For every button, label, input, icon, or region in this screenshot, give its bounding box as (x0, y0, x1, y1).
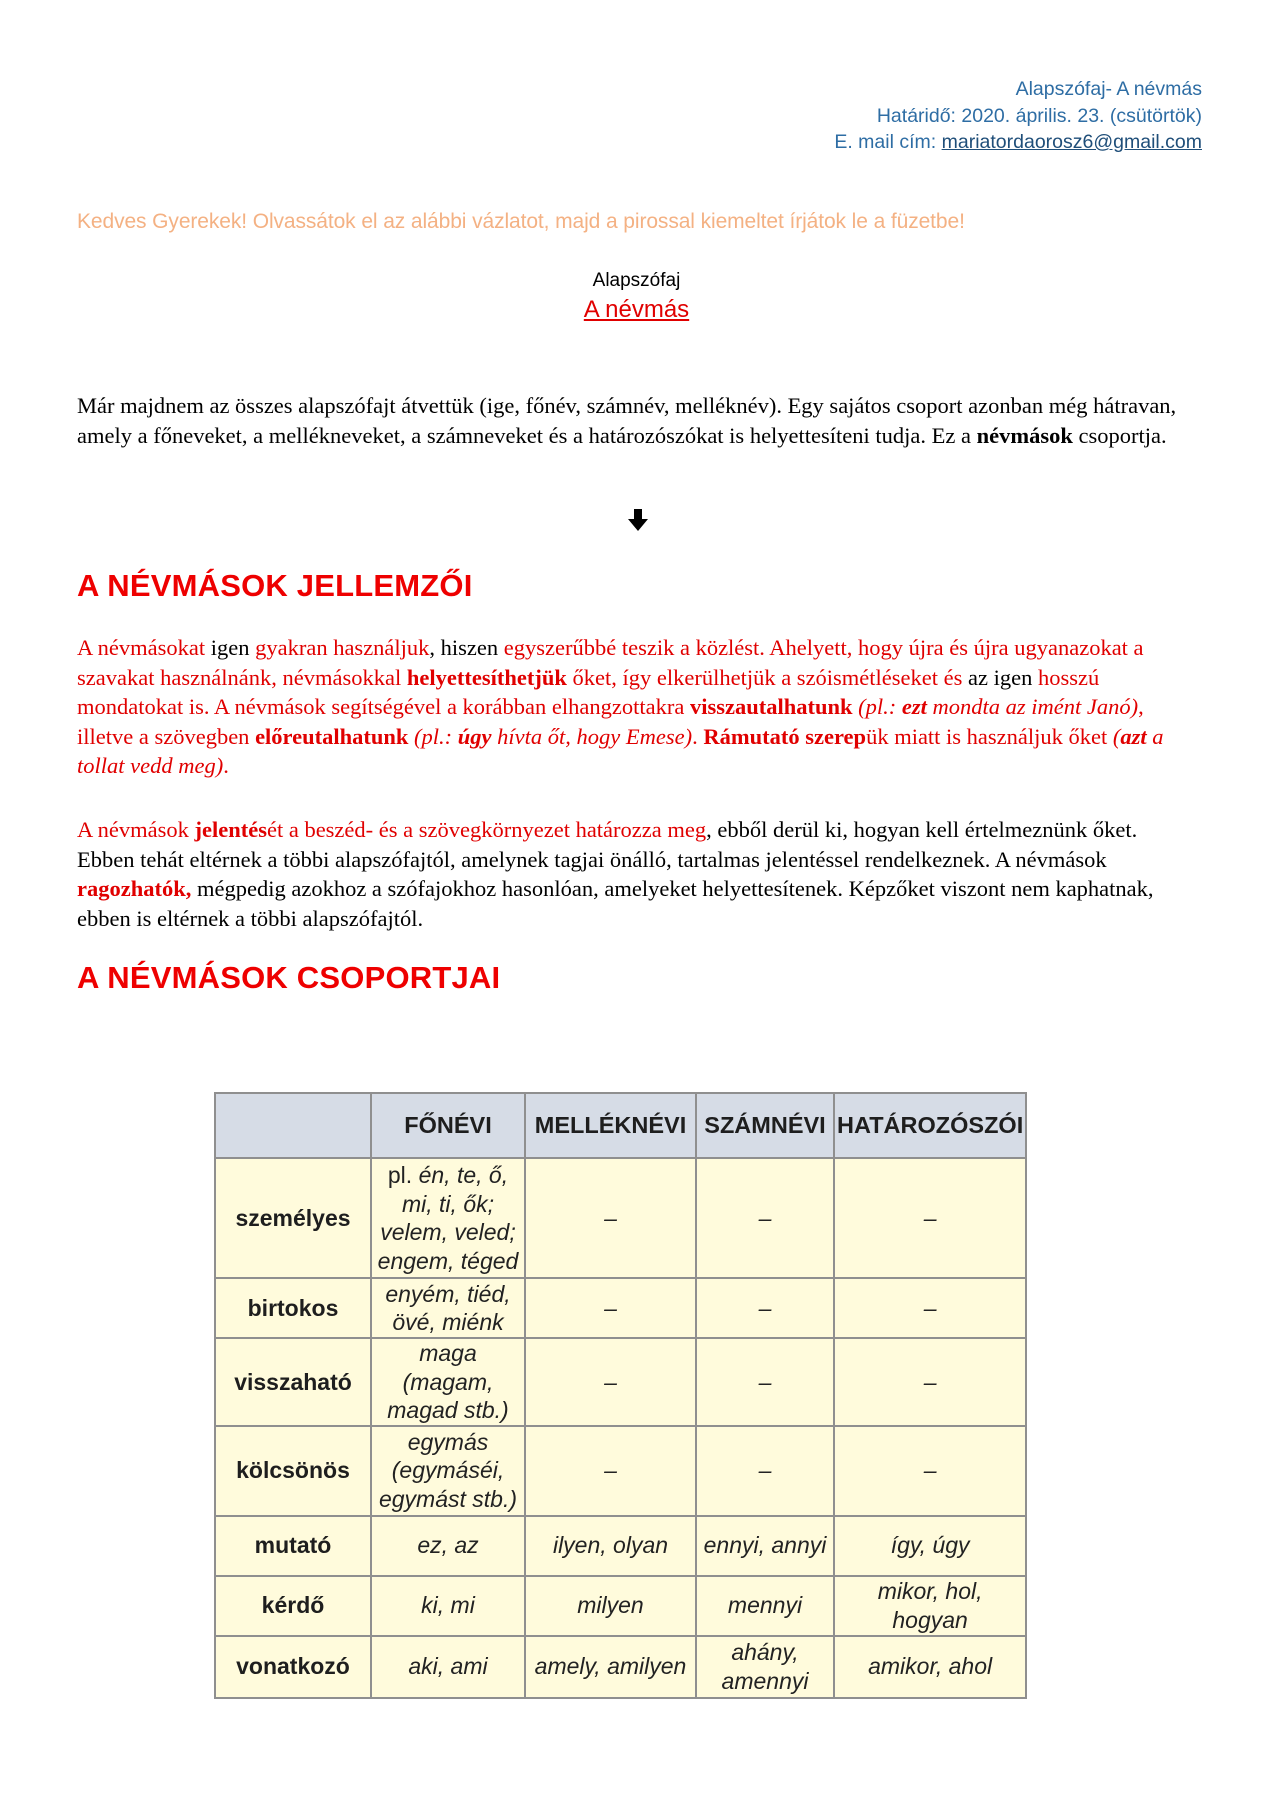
text-run: . (692, 723, 704, 749)
intro-paragraph (77, 391, 1197, 450)
table-row (215, 1278, 1026, 1338)
table-cell: mennyi (696, 1576, 834, 1636)
table-cell: ki, mi (371, 1576, 525, 1636)
pronoun-groups-table (214, 1092, 1027, 1699)
text-run: az igen (962, 664, 1038, 690)
bold-term: helyettesíthetjük (406, 664, 567, 690)
example-pronoun: ezt (901, 694, 927, 719)
bold-term: visszautalhatunk (689, 694, 853, 719)
example-text: a tollat vedd meg) (77, 723, 1164, 778)
text-run: . (223, 753, 229, 778)
header-cell-empty (215, 1093, 371, 1158)
row-label: személyes (215, 1158, 371, 1278)
header-cell-szam: SZÁMNÉVI (696, 1093, 834, 1158)
header-cell-hat: HATÁROZÓSZÓI (834, 1093, 1026, 1158)
table-cell: – (834, 1278, 1026, 1338)
header-cell-mellek: MELLÉKNÉVI (525, 1093, 696, 1158)
table-cell: amely, amilyen (525, 1636, 696, 1698)
section-heading-characteristics: A NÉVMÁSOK JELLEMZŐI (77, 568, 473, 603)
email-label: E. mail cím: (834, 131, 942, 153)
text-run: A névmások (77, 817, 195, 842)
table-cell: maga (magam, magad stb.) (371, 1338, 525, 1426)
text-run: mégpedig azokhoz a szófajokhoz hasonlóan, amelyeket helyettesítenek. Képzőket viszont nem kaphatnak, ebben is eltérnek a többi alapszófajtól. (77, 876, 1154, 931)
table-cell: – (834, 1158, 1026, 1278)
example-text: (pl.: (852, 694, 902, 719)
table-cell: aki, ami (371, 1636, 525, 1698)
table-row (215, 1576, 1026, 1636)
table-cell: amikor, ahol (834, 1636, 1026, 1698)
table-cell: ilyen, olyan (525, 1516, 696, 1576)
text-run: csoportja. (1072, 422, 1167, 448)
bold-term: névmások (976, 422, 1073, 448)
table-cell: – (525, 1158, 696, 1278)
text-run: , hiszen (429, 635, 504, 660)
email-line (834, 129, 1202, 156)
table-cell: – (525, 1338, 696, 1426)
table-cell: – (525, 1278, 696, 1338)
table-cell: – (525, 1426, 696, 1516)
text-run: A névmásokat (77, 635, 206, 660)
characteristics-paragraph (77, 633, 1197, 781)
table-row (215, 1158, 1026, 1278)
text-run: , ebből derül ki, hogyan kell értelmeznünk őket. Ebben tehát eltérnek a többi alapszófajtól, amelynek tagjai önálló, tartalmas jelentéssel rendelkeznek. A névmások (77, 817, 1138, 872)
cell-prefix: pl. (387, 1162, 419, 1188)
table-cell: – (834, 1338, 1026, 1426)
table-row (215, 1516, 1026, 1576)
table-row (215, 1426, 1026, 1516)
intro-instruction: Kedves Gyerekek! Olvassátok el az alábbi vázlatot, majd a pirossal kiemeltet írjátok le a füzetbe! (77, 210, 965, 233)
text-run: gyakran használjuk (255, 635, 430, 660)
row-label: vonatkozó (215, 1636, 371, 1698)
text-run: hosszú mondatokat is. A névmások segítségével a korábban elhangzottakra (77, 664, 1100, 719)
bold-term: előreutalhatunk (255, 723, 409, 749)
row-label: kölcsönös (215, 1426, 371, 1516)
bold-term: Rámutató szerep (703, 723, 867, 749)
table-cell: ahány, amennyi (696, 1636, 834, 1698)
text-run: , illetve a szövegben (77, 694, 1144, 749)
email-link[interactable]: mariatordaorosz6@gmail.com (941, 131, 1202, 153)
table-cell: ennyi, annyi (696, 1516, 834, 1576)
meaning-paragraph (77, 815, 1197, 933)
example-text: hívta őt, hogy Emese) (491, 723, 693, 749)
row-label: visszaható (215, 1338, 371, 1426)
table-row (215, 1338, 1026, 1426)
row-label: kérdő (215, 1576, 371, 1636)
table-cell: ez, az (371, 1516, 525, 1576)
table-cell: – (696, 1158, 834, 1278)
table-cell: egymás (egymáséi, egymást stb.) (371, 1426, 525, 1516)
table-cell: – (696, 1426, 834, 1516)
assignment-header (834, 76, 1202, 156)
example-pronoun: azt (1120, 723, 1147, 749)
doc-title-text: A névmás (583, 296, 690, 323)
example-text: ( (1112, 723, 1121, 749)
text-run: ét a beszéd- és a szövegkörnyezet határozza meg (266, 817, 707, 842)
text-run: egyszerűbbé teszik a közlést. Ahelyett, hogy újra és újra ugyanazokat a szavakat használnánk, névmásokkal (77, 635, 1144, 690)
example-text: mondta az imént Janó) (926, 694, 1139, 719)
example-text: (pl.: (408, 723, 458, 749)
table-header-row (215, 1093, 1026, 1158)
table-cell: – (696, 1338, 834, 1426)
doc-kicker: Alapszófaj (592, 270, 681, 291)
bold-term: jelentés (194, 817, 267, 842)
text-run: őket, így elkerülhetjük a szóismétléseket és (566, 664, 963, 690)
table-row (215, 1636, 1026, 1698)
down-arrow-icon (626, 507, 650, 533)
row-label: birtokos (215, 1278, 371, 1338)
header-cell-fonevi: FŐNÉVI (371, 1093, 525, 1158)
doc-title (0, 296, 1273, 324)
section-heading-groups: A NÉVMÁSOK CSOPORTJAI (77, 960, 501, 995)
deadline: Határidő: 2020. április. 23. (csütörtök) (876, 104, 1202, 127)
table-cell: – (834, 1426, 1026, 1516)
cell-text: én, te, ő, mi, ti, ők; velem, veled; engem, téged (377, 1162, 519, 1274)
table-cell: mikor, hol, hogyan (834, 1576, 1026, 1636)
table-cell (371, 1158, 525, 1278)
table-cell: milyen (525, 1576, 696, 1636)
table-cell: így, úgy (834, 1516, 1026, 1576)
row-label: mutató (215, 1516, 371, 1576)
text-run: Már majdnem az összes alapszófajt átvettük (ige, főnév, számnév, melléknév). Egy sajátos csoport azonban még hátravan, amely a főneveket, a mellékneveket, a számneveket és a határozószókat is helyettesíteni tudja. Ez a (77, 393, 1177, 448)
table-cell: enyém, tiéd, övé, miénk (371, 1278, 525, 1338)
example-pronoun: úgy (457, 723, 492, 749)
text-run: ük miatt is használjuk őket (866, 723, 1113, 749)
assignment-title: Alapszófaj- A névmás (1015, 78, 1202, 100)
text-run: igen (205, 635, 256, 660)
table-cell: – (696, 1278, 834, 1338)
bold-term: ragozhatók, (77, 876, 192, 901)
